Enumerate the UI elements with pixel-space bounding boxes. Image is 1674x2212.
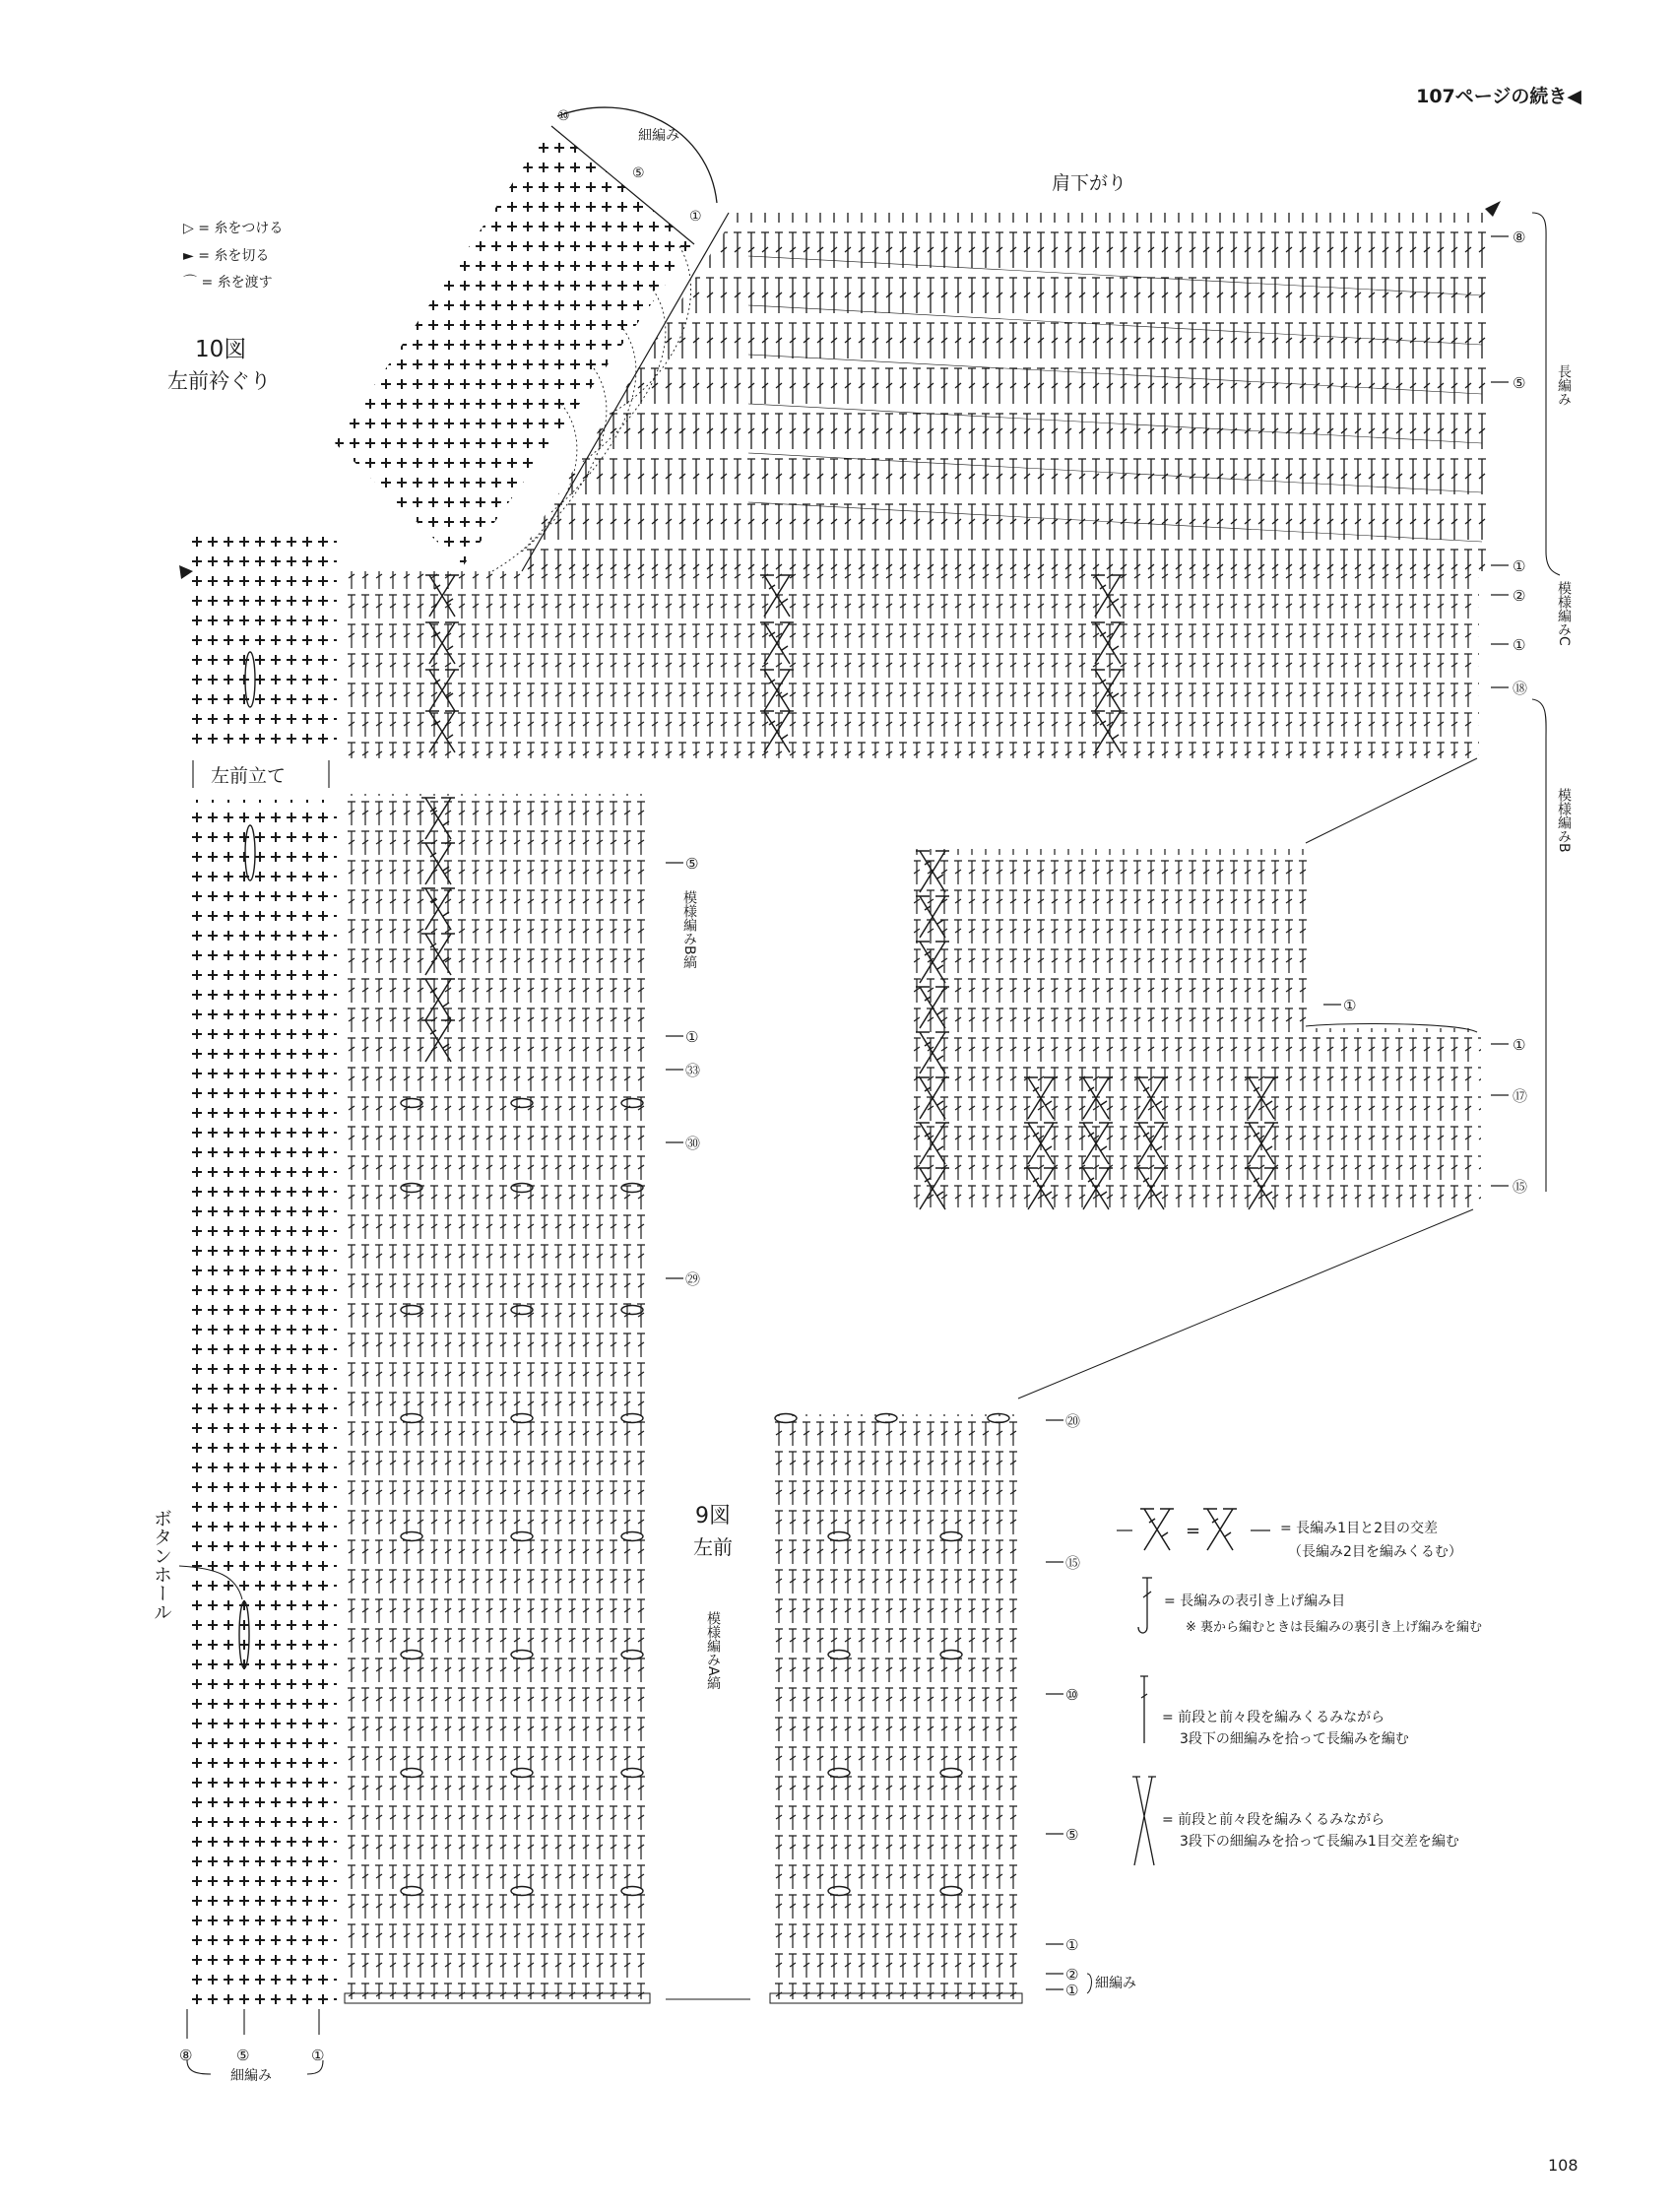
right-row-1b: ①	[1513, 1036, 1526, 1054]
lower-arrows	[1046, 1420, 1063, 1989]
pattern-b-stripe	[345, 794, 650, 1064]
continued-label: 107ページの続き◀	[1416, 86, 1581, 107]
shoulder-label: 肩下がり	[1052, 172, 1127, 194]
neck-row-1: ①	[689, 209, 702, 225]
key-spike-line1: = 前段と前々段を編みくるみながら	[1162, 1710, 1385, 1725]
lower-sc-label: 細編み	[1095, 1976, 1136, 1991]
neck-row-5: ⑤	[632, 165, 645, 181]
bottom-row-8: ⑧	[179, 2047, 193, 2064]
pattern-a-stripe-label: 模様編みA縞	[705, 1611, 721, 1690]
yoke-row-2: ②	[1513, 587, 1526, 605]
lower-row-20: ⑳	[1065, 1412, 1081, 1430]
lower-row-5: ⑤	[1065, 1826, 1079, 1844]
fig9-title: 左前	[693, 1535, 733, 1559]
bottom-row-1: ①	[311, 2047, 325, 2064]
yoke-row-1b: ①	[1513, 636, 1526, 654]
key-cross1-line2: （長編み2目を編みくるむ）	[1288, 1544, 1462, 1560]
front-band-label: 左前立て	[211, 765, 287, 787]
right-row-15: ⑮	[1513, 1178, 1528, 1196]
key-spike-cross-line2: 3段下の細編みを拾って長編み1目交差を編む	[1180, 1834, 1459, 1850]
symbol-key	[1117, 1509, 1482, 1865]
lower-row-2: ②	[1065, 1966, 1079, 1984]
pattern-b-row-29: ㉙	[685, 1270, 701, 1288]
fig9-number: 9図	[695, 1504, 731, 1529]
legend-pass: ⌒ = 糸を渡す	[183, 275, 273, 291]
yoke-row-arrows	[1491, 236, 1509, 687]
yoke-row-8: ⑧	[1513, 228, 1526, 246]
page-number: 108	[1548, 2156, 1578, 2175]
legend-cut: ► = 糸を切る	[183, 248, 270, 264]
bottom-sc-label: 細編み	[230, 2068, 272, 2084]
yoke-row-1: ①	[1513, 557, 1526, 575]
lower-row-1: ①	[1065, 1936, 1079, 1954]
fig10-number: 10図	[195, 337, 247, 362]
legend	[183, 221, 283, 291]
bottom-row-5: ⑤	[236, 2047, 250, 2064]
pattern-b-row-30: ㉚	[685, 1135, 701, 1152]
pattern-c-band	[347, 571, 1479, 758]
pattern-c-label: 模様編みC	[1556, 581, 1572, 646]
legend-attach: ▷ = 糸をつける	[183, 221, 284, 236]
pattern-b-row-33: ㉝	[685, 1062, 701, 1079]
pattern-b-row-5: ⑤	[685, 855, 699, 873]
neck-row-10: ⑩	[557, 108, 570, 124]
key-cross1-line1: = 長編み1目と2目の交差	[1280, 1521, 1438, 1536]
lower-row-10: ⑩	[1065, 1686, 1079, 1704]
pattern-b-label: 模様編みB	[1556, 788, 1572, 853]
right-row-1a: ①	[1343, 997, 1357, 1014]
neck-sc-label: 細編み	[638, 128, 679, 144]
svg-text:=: =	[1186, 1521, 1201, 1541]
right-panel	[914, 849, 1481, 1209]
yoke-row-18: ⑱	[1513, 680, 1528, 697]
lower-row-1b: ①	[1065, 1982, 1079, 1999]
bottom-arrows	[187, 2009, 323, 2074]
buttonhole-label: ボタンホール	[151, 1509, 172, 1621]
fig10-title: 左前衿ぐり	[167, 369, 271, 393]
pattern-a-stripe-left	[345, 1064, 650, 1999]
pattern-b-stripe-label: 模様編みB縞	[681, 890, 697, 969]
lower-row-15: ⑮	[1065, 1554, 1081, 1572]
right-row-17: ⑰	[1513, 1087, 1528, 1105]
pattern-b-row-1: ①	[685, 1028, 699, 1046]
key-spike-line2: 3段下の細編みを拾って長編みを編む	[1180, 1731, 1409, 1747]
front-band	[189, 532, 337, 2009]
key-spike-cross-line1: = 前段と前々段を編みくるみながら	[1162, 1812, 1385, 1828]
key-post-line1: = 長編みの表引き上げ編み目	[1164, 1594, 1346, 1609]
yoke-dc-label: 長編み	[1556, 364, 1572, 406]
lower-panel	[770, 1414, 1022, 2004]
yoke-row-5: ⑤	[1513, 374, 1526, 392]
cut-yarn-icon	[1485, 201, 1501, 217]
key-post-line2: ※ 裏から編むときは長編みの裏引き上げ編みを編む	[1186, 1620, 1483, 1635]
